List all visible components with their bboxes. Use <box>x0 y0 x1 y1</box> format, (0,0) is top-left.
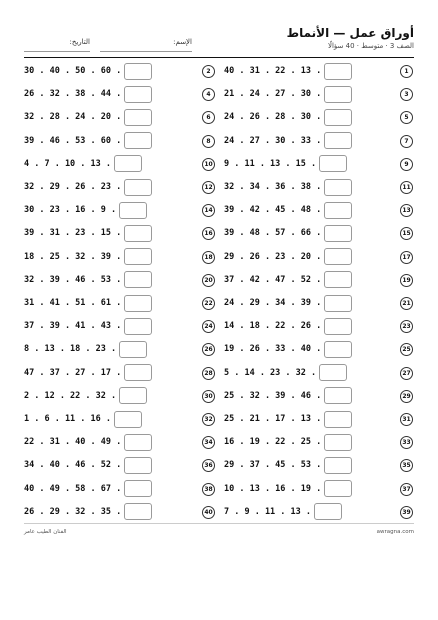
question-number: 2 <box>202 65 215 78</box>
question-number: 17 <box>400 251 413 264</box>
question-item <box>24 83 152 105</box>
question-number: 9 <box>400 158 413 171</box>
question-item <box>24 222 152 244</box>
answer-box[interactable] <box>124 109 152 126</box>
question-sequence: 4 . 7 . 10 . 13 . <box>24 158 111 169</box>
question-item <box>224 478 352 500</box>
question-sequence: 37 . 42 . 47 . 52 . <box>224 274 322 285</box>
question-number: 28 <box>202 367 215 380</box>
question-item <box>224 130 352 152</box>
question-item <box>24 431 152 453</box>
question-number: 18 <box>202 251 215 264</box>
question-number: 34 <box>202 436 215 449</box>
question-number: 10 <box>202 158 215 171</box>
question-item <box>224 385 352 407</box>
question-sequence: 26 . 32 . 38 . 44 . <box>24 89 122 100</box>
question-sequence: 32 . 29 . 26 . 23 . <box>24 182 122 192</box>
answer-box[interactable] <box>324 225 352 242</box>
question-number: 13 <box>400 204 413 217</box>
question-number: 19 <box>400 274 413 287</box>
question-number: 39 <box>400 506 413 519</box>
worksheet-header <box>24 0 414 58</box>
question-item <box>224 338 352 360</box>
question-number: 22 <box>202 297 215 310</box>
question-number: 16 <box>202 227 215 240</box>
question-number: 32 <box>202 413 215 426</box>
question-item <box>224 292 352 314</box>
question-number: 26 <box>202 343 215 356</box>
answer-box[interactable] <box>124 63 152 80</box>
question-item <box>24 130 152 152</box>
question-sequence: 2 . 12 . 22 . 32 . <box>24 390 117 401</box>
answer-box[interactable] <box>324 248 352 265</box>
question-item <box>24 338 147 360</box>
question-number: 21 <box>400 297 413 310</box>
question-item <box>224 362 347 384</box>
date-label: التاريخ: <box>69 38 90 46</box>
question-sequence: 39 . 46 . 53 . 60 . <box>24 135 122 146</box>
footer-author: الفنان الطيب عامر <box>24 529 67 535</box>
answer-box[interactable] <box>124 318 152 335</box>
question-item <box>224 176 352 198</box>
question-number: 20 <box>202 274 215 287</box>
question-sequence: 8 . 13 . 18 . 23 . <box>24 344 117 355</box>
question-sequence: 10 . 13 . 16 . 19 . <box>224 483 322 494</box>
question-number: 31 <box>400 413 413 426</box>
question-item <box>24 408 142 430</box>
question-item <box>224 408 352 430</box>
answer-box[interactable] <box>324 109 352 126</box>
question-sequence: 34 . 40 . 46 . 52 . <box>24 460 122 471</box>
answer-box[interactable] <box>119 202 147 219</box>
name-field[interactable] <box>100 38 192 54</box>
question-item <box>224 315 352 337</box>
question-number: 40 <box>202 506 215 519</box>
answer-box[interactable] <box>319 155 347 172</box>
question-item <box>24 153 142 175</box>
question-item <box>224 246 352 268</box>
question-number: 38 <box>202 483 215 496</box>
answer-box[interactable] <box>324 86 352 103</box>
answer-box[interactable] <box>324 411 352 428</box>
question-sequence: 26 . 29 . 32 . 35 . <box>24 506 122 517</box>
question-item <box>224 83 352 105</box>
question-number: 37 <box>400 483 413 496</box>
footer-site: awragna.com <box>376 529 414 535</box>
name-label: الإسم: <box>173 38 192 46</box>
question-item <box>24 106 152 128</box>
question-sequence: 30 . 23 . 16 . 9 . <box>24 205 117 216</box>
question-item <box>24 269 152 291</box>
answer-box[interactable] <box>114 411 142 428</box>
question-item <box>24 385 147 407</box>
answer-box[interactable] <box>314 503 342 520</box>
question-sequence: 47 . 37 . 27 . 17 . <box>24 367 122 378</box>
question-item <box>24 60 152 82</box>
answer-box[interactable] <box>324 387 352 404</box>
answer-box[interactable] <box>324 202 352 219</box>
question-number: 14 <box>202 204 215 217</box>
answer-box[interactable] <box>124 364 152 381</box>
question-sequence: 19 . 26 . 33 . 40 . <box>224 344 322 355</box>
answer-box[interactable] <box>319 364 347 381</box>
question-sequence: 31 . 41 . 51 . 61 . <box>24 298 122 308</box>
answer-box[interactable] <box>324 63 352 80</box>
question-sequence: 32 . 34 . 36 . 38 . <box>224 182 322 192</box>
answer-box[interactable] <box>124 271 152 288</box>
question-sequence: 40 . 49 . 58 . 67 . <box>24 483 122 494</box>
question-number: 7 <box>400 135 413 148</box>
question-sequence: 39 . 42 . 45 . 48 . <box>224 205 322 216</box>
answer-box[interactable] <box>119 387 147 404</box>
question-number: 27 <box>400 367 413 380</box>
question-sequence: 25 . 21 . 17 . 13 . <box>224 414 322 424</box>
question-number: 12 <box>202 181 215 194</box>
answer-box[interactable] <box>124 248 152 265</box>
question-item <box>24 176 152 198</box>
answer-box[interactable] <box>124 503 152 520</box>
question-item <box>24 454 152 476</box>
answer-box[interactable] <box>324 179 352 196</box>
question-number: 33 <box>400 436 413 449</box>
page-title: أوراق عمل — الأنماط <box>286 26 414 40</box>
question-number: 11 <box>400 181 413 194</box>
question-sequence: 40 . 31 . 22 . 13 . <box>224 66 322 76</box>
question-item <box>24 362 152 384</box>
question-sequence: 24 . 29 . 34 . 39 . <box>224 298 322 308</box>
question-sequence: 25 . 32 . 39 . 46 . <box>224 390 322 401</box>
question-item <box>224 431 352 453</box>
question-item <box>24 478 152 500</box>
question-item <box>24 246 152 268</box>
footer-rule <box>24 523 414 524</box>
question-number: 8 <box>202 135 215 148</box>
question-item <box>224 454 352 476</box>
question-sequence: 39 . 48 . 57 . 66 . <box>224 228 322 239</box>
question-number: 25 <box>400 343 413 356</box>
question-sequence: 5 . 14 . 23 . 32 . <box>224 367 317 378</box>
answer-box[interactable] <box>114 155 142 172</box>
question-sequence: 29 . 37 . 45 . 53 . <box>224 460 322 471</box>
question-number: 3 <box>400 88 413 101</box>
answer-box[interactable] <box>324 271 352 288</box>
question-sequence: 24 . 26 . 28 . 30 . <box>224 112 322 123</box>
answer-box[interactable] <box>124 295 152 312</box>
question-sequence: 7 . 9 . 11 . 13 . <box>224 506 311 517</box>
question-item <box>224 153 347 175</box>
question-sequence: 24 . 27 . 30 . 33 . <box>224 135 322 146</box>
question-sequence: 32 . 39 . 46 . 53 . <box>24 274 122 285</box>
question-sequence: 21 . 24 . 27 . 30 . <box>224 89 322 100</box>
question-number: 1 <box>400 65 413 78</box>
question-number: 24 <box>202 320 215 333</box>
question-sequence: 1 . 6 . 11 . 16 . <box>24 414 111 424</box>
question-number: 15 <box>400 227 413 240</box>
question-sequence: 18 . 25 . 32 . 39 . <box>24 251 122 262</box>
question-sequence: 39 . 31 . 23 . 15 . <box>24 228 122 239</box>
question-item <box>224 106 352 128</box>
question-item <box>224 501 342 523</box>
question-sequence: 29 . 26 . 23 . 20 . <box>224 251 322 262</box>
question-number: 36 <box>202 459 215 472</box>
answer-box[interactable] <box>124 179 152 196</box>
question-sequence: 32 . 28 . 24 . 20 . <box>24 112 122 123</box>
question-item <box>24 315 152 337</box>
question-sequence: 22 . 31 . 40 . 49 . <box>24 437 122 448</box>
answer-box[interactable] <box>124 132 152 149</box>
answer-box[interactable] <box>124 480 152 497</box>
answer-box[interactable] <box>119 341 147 358</box>
answer-box[interactable] <box>324 295 352 312</box>
question-number: 29 <box>400 390 413 403</box>
question-item <box>24 501 152 523</box>
answer-box[interactable] <box>324 318 352 335</box>
answer-box[interactable] <box>324 457 352 474</box>
question-sequence: 30 . 40 . 50 . 60 . <box>24 66 122 76</box>
question-number: 23 <box>400 320 413 333</box>
question-number: 35 <box>400 459 413 472</box>
question-item <box>224 222 352 244</box>
question-item <box>224 60 352 82</box>
question-item <box>24 199 147 221</box>
answer-box[interactable] <box>324 132 352 149</box>
answer-box[interactable] <box>324 434 352 451</box>
page-subtitle: الصف 3 · متوسط · 40 سؤالًا <box>327 42 414 50</box>
question-number: 5 <box>400 111 413 124</box>
date-line <box>24 51 90 52</box>
answer-box[interactable] <box>324 341 352 358</box>
answer-box[interactable] <box>124 457 152 474</box>
answer-box[interactable] <box>124 434 152 451</box>
question-item <box>24 292 152 314</box>
name-line <box>100 51 192 52</box>
question-number: 30 <box>202 390 215 403</box>
question-item <box>224 269 352 291</box>
answer-box[interactable] <box>124 86 152 103</box>
answer-box[interactable] <box>124 225 152 242</box>
question-sequence: 14 . 18 . 22 . 26 . <box>224 321 322 332</box>
question-number: 6 <box>202 111 215 124</box>
date-field[interactable] <box>24 38 90 54</box>
question-sequence: 9 . 11 . 13 . 15 . <box>224 158 317 169</box>
header-rule <box>24 57 414 58</box>
question-item <box>224 199 352 221</box>
question-number: 4 <box>202 88 215 101</box>
question-sequence: 37 . 39 . 41 . 43 . <box>24 321 122 332</box>
question-sequence: 16 . 19 . 22 . 25 . <box>224 437 322 448</box>
answer-box[interactable] <box>324 480 352 497</box>
